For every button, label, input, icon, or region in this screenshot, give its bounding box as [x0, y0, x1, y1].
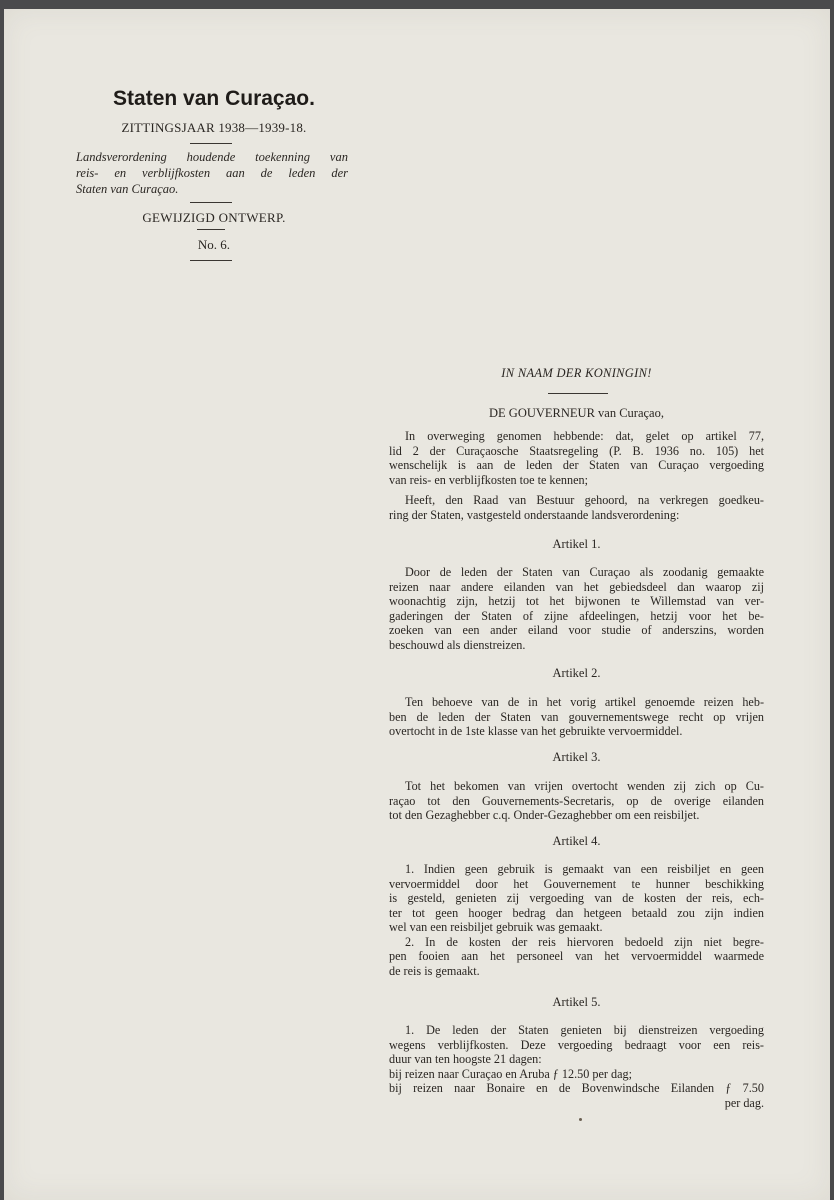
article-heading: Artikel 5.	[552, 995, 601, 1009]
text-line: ben de leden der Staten van gouvernementswege recht op vrijen	[389, 709, 764, 724]
text-line: gaderingen der Staten of zijne afdeelingen, hetzij voor het be-	[389, 608, 764, 623]
divider	[548, 393, 608, 394]
rate-line: bij reizen naar Curaçao en Aruba ƒ 12.50 per dag;	[389, 1066, 632, 1081]
text-line: tot den Gezaghebber c.q. Onder-Gezaghebber om een reisbiljet.	[389, 808, 700, 822]
divider	[190, 202, 232, 203]
invocation: IN NAAM DER KONINGIN!	[501, 366, 652, 380]
rate-line-tail: per dag.	[724, 1095, 764, 1110]
divider	[197, 229, 225, 230]
subject-description	[76, 149, 348, 197]
article-heading: Artikel 2.	[552, 666, 601, 680]
article-heading: Artikel 1.	[552, 537, 601, 551]
text-line: vervoermiddel door het Gouvernement te hunner beschikking	[389, 876, 764, 891]
article-2-text	[389, 695, 764, 739]
text-line: 1. De leden der Staten genieten bij dienstreizen vergoeding	[405, 1023, 764, 1037]
text-line: duur van ten hoogste 21 dagen:	[389, 1052, 542, 1066]
article-4-text	[389, 862, 764, 978]
subject-line: Staten van Curaçao.	[76, 182, 179, 196]
session-year: ZITTINGSJAAR 1938—1939-18.	[121, 120, 307, 135]
text-line: 2. In de kosten der reis hiervoren bedoeld zijn niet begre-	[405, 934, 764, 949]
text-line: de reis is gemaakt.	[389, 963, 480, 978]
text-line: Heeft, den Raad van Bestuur gehoord, na verkregen goedkeu-	[405, 493, 764, 507]
draft-label: GEWIJZIGD ONTWERP.	[142, 210, 286, 225]
text-line: pen fooien aan het personeel van het vervoermiddel waarmede	[389, 949, 764, 963]
article-5-text	[389, 1023, 764, 1110]
text-line: ring der Staten, vastgesteld onderstaande landsverordening:	[389, 507, 680, 522]
document-title: Staten van Curaçao.	[113, 87, 315, 110]
rate-line: bij reizen naar Bonaire en de Bovenwindsche Eilanden ƒ 7.50	[389, 1081, 764, 1095]
text-line: raçao tot den Gouvernements-Secretaris, op de overige eilanden	[389, 793, 764, 808]
text-line: reizen naar andere eilanden van het gebiedsdeel dan waarop zij	[389, 579, 764, 594]
divider	[190, 260, 232, 261]
text-line: overtocht in de 1ste klasse van het gebruikte vervoermiddel.	[389, 724, 683, 738]
text-line: Door de leden der Staten van Curaçao als zoodanig gemaakte	[405, 565, 764, 579]
text-line: zoeken van een ander eiland voor studie of anderszins, worden	[389, 623, 764, 637]
preamble-2	[389, 493, 764, 522]
text-line: woonachtig zijn, hetzij tot het bijwonen te Willemstad van ver-	[389, 594, 764, 608]
text-line: 1. Indien geen gebruik is gemaakt van een reisbiljet en geen	[405, 862, 764, 876]
text-line: is gesteld, genieten zij vergoeding van de kosten der reis, ech-	[389, 891, 764, 905]
article-1-text	[389, 565, 764, 652]
subject-line: reis- en verblijfkosten aan de leden der	[76, 166, 348, 180]
text-line: Ten behoeve van de in het vorig artikel genoemde reizen heb-	[405, 695, 764, 709]
preamble-1	[389, 429, 764, 487]
article-heading: Artikel 4.	[552, 834, 601, 848]
text-line: In overweging genomen hebbende: dat, gelet op artikel 77,	[405, 429, 764, 443]
document-number: No. 6.	[197, 237, 231, 252]
text-line: beschouwd als dienstreizen.	[389, 637, 526, 652]
divider	[190, 143, 232, 144]
text-line: Tot het bekomen van vrijen overtocht wenden zij zich op Cu-	[405, 779, 764, 793]
text-line: lid 2 der Curaçaosche Staatsregeling (P. B. 1936 no. 105) het	[389, 443, 764, 458]
article-3-text	[389, 779, 764, 823]
text-line: wel van een reisbiljet gebruik was gemaakt.	[389, 920, 603, 934]
subject-line: Landsverordening houdende toekenning van	[76, 150, 348, 164]
document-page	[4, 9, 830, 1200]
text-line: ter tot geen hooger bedrag dan hetgeen betaald zou zijn indien	[389, 905, 764, 920]
ink-speck	[579, 1118, 582, 1121]
text-line: wenschelijk is aan de leden der Staten van Curaçao vergoeding	[389, 458, 764, 472]
article-heading: Artikel 3.	[552, 750, 601, 764]
text-line: van reis- en verblijfkosten toe te kennen;	[389, 472, 588, 487]
governor-line: DE GOUVERNEUR van Curaçao,	[489, 406, 664, 420]
text-line: wegens verblijfkosten. Deze vergoeding bedraagt voor een reis-	[389, 1037, 764, 1052]
